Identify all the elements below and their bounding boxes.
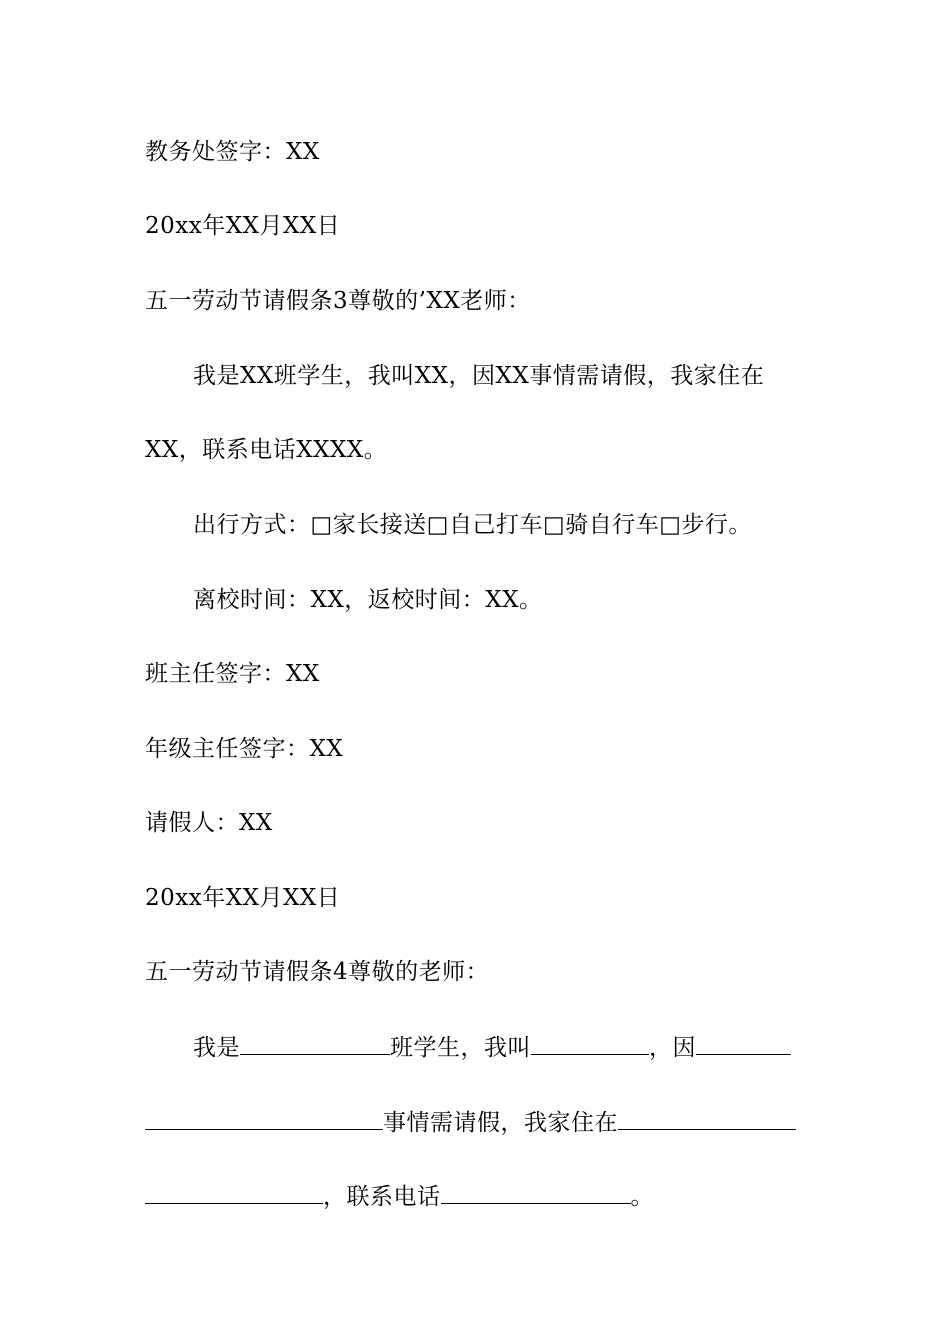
leave-time-line: 离校时间：XX，返校时间：XX。 <box>193 587 543 613</box>
text-segment: ，联系电话 <box>323 1184 441 1210</box>
office-signature-line: 教务处签字：XX <box>145 139 320 165</box>
leave-note-4-heading: 五一劳动节请假条4尊敬的老师： <box>145 959 490 985</box>
fill-in-student-line <box>193 1032 791 1063</box>
class-blank-field[interactable] <box>240 1032 390 1055</box>
head-teacher-signature-line: 班主任签字：XX <box>145 661 320 687</box>
text-segment: 班学生，我叫 <box>390 1035 531 1061</box>
text-segment: ，因 <box>649 1035 696 1061</box>
text-segment: 我是 <box>193 1035 240 1061</box>
address-blank-field[interactable] <box>618 1107 796 1130</box>
text-segment: 。 <box>630 1184 654 1210</box>
contact-line: XX，联系电话XXXX。 <box>145 437 388 463</box>
travel-mode-line: 出行方式：□家长接送□自己打车□骑自行车□步行。 <box>193 512 752 538</box>
fill-in-contact-line <box>145 1181 654 1212</box>
grade-director-signature-line: 年级主任签字：XX <box>145 736 344 762</box>
text-segment: 事情需请假，我家住在 <box>383 1110 618 1136</box>
student-info-line: 我是XX班学生，我叫XX，因XX事情需请假，我家住在 <box>193 363 765 389</box>
name-blank-field[interactable] <box>531 1032 649 1055</box>
date-line-2: 20xx年XX月XX日 <box>145 885 341 911</box>
fill-in-reason-line <box>145 1107 796 1138</box>
reason-blank-field[interactable] <box>696 1032 791 1055</box>
date-line: 20xx年XX月XX日 <box>145 213 341 239</box>
address-continued-blank-field[interactable] <box>145 1181 323 1204</box>
applicant-line: 请假人：XX <box>145 810 273 836</box>
phone-blank-field[interactable] <box>441 1181 631 1204</box>
leave-note-3-heading: 五一劳动节请假条3尊敬的’XX老师： <box>145 288 531 314</box>
reason-continued-blank-field[interactable] <box>145 1107 383 1130</box>
